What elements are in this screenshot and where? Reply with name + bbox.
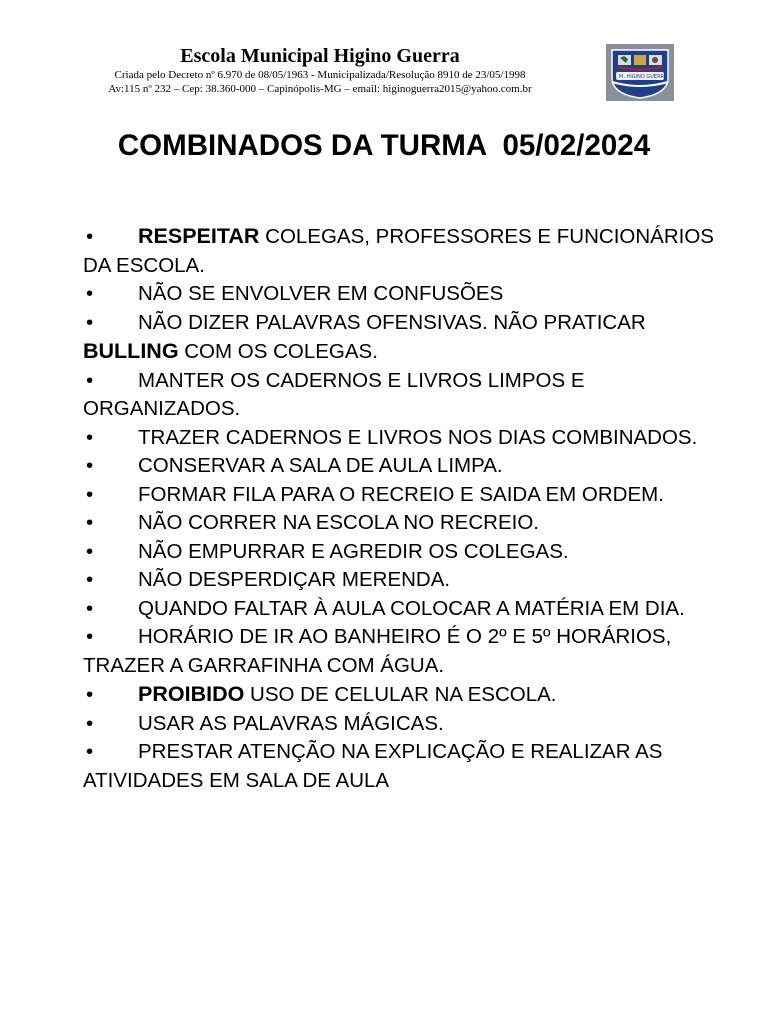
page-title	[0, 124, 768, 168]
rule-item	[83, 280, 733, 309]
rule-text: NÃO DESPERDIÇAR MERENDA.	[138, 568, 451, 591]
bullet-icon: •	[86, 310, 94, 334]
rule-emphasis: BULLING	[83, 339, 179, 363]
rule-item	[83, 680, 733, 710]
address-line: Av:115 nº 232 – Cep: 38.360-000 – Capinópolis-MG – email: higinoguerra2015@yahoo.com.br	[108, 83, 532, 95]
rule-item	[83, 509, 733, 538]
bullet-icon: •	[86, 425, 94, 449]
rule-text: FORMAR FILA PARA O RECREIO E SAIDA EM ORDEM.	[138, 482, 664, 506]
rule-text: TRAZER CADERNOS E LIVROS NOS DIAS COMBINADOS.	[138, 425, 698, 449]
rule-text: NÃO CORRER NA ESCOLA NO RECREIO.	[138, 511, 539, 534]
rule-text: QUANDO FALTAR À AULA COLOCAR A MATÉRIA EM DIA.	[138, 596, 685, 620]
rule-emphasis: PROIBIDO	[138, 682, 245, 706]
decree-line: Criada pelo Decreto nº 6.970 de 08/05/1963 - Municipalizada/Resolução 8910 de 23/05/1998	[114, 69, 526, 81]
rule-item	[83, 595, 733, 624]
rule-item	[83, 481, 733, 510]
bullet-icon: •	[86, 568, 94, 591]
bullet-icon: •	[86, 482, 94, 506]
bullet-icon: •	[86, 711, 94, 735]
rule-item	[83, 452, 733, 481]
rule-text: PRESTAR ATENÇÃO NA EXPLICAÇÃO E REALIZAR AS ATIVIDADES EM SALA DE AULA	[83, 740, 663, 792]
rule-text: COM OS COLEGAS.	[178, 340, 378, 363]
title-main: COMBINADOS DA TURMA	[117, 129, 487, 162]
rule-text: USO DE CELULAR NA ESCOLA.	[244, 683, 557, 706]
class-rules-list	[83, 222, 733, 795]
title-date: 05/02/2024	[502, 129, 651, 162]
school-name: Escola Municipal Higino Guerra	[180, 45, 460, 67]
bullet-icon: •	[86, 683, 94, 706]
bullet-icon: •	[86, 625, 94, 648]
rule-text: NÃO SE ENVOLVER EM CONFUSÕES	[138, 282, 504, 305]
rule-text: COLEGAS, PROFESSORES E FUNCIONÁRIOS DA ESCOLA.	[83, 225, 714, 277]
logo-lettering: E. M. HIGINO GUERRA	[612, 74, 668, 80]
rule-item	[83, 309, 733, 367]
school-logo	[606, 44, 674, 101]
rule-item	[83, 566, 733, 595]
rule-item	[83, 424, 733, 453]
rule-text: CONSERVAR A SALA DE AULA LIMPA.	[138, 454, 503, 477]
bullet-icon: •	[86, 368, 94, 392]
rule-item	[83, 710, 733, 739]
rule-item	[83, 738, 733, 795]
rule-text: NÃO EMPURRAR E AGREDIR OS COLEGAS.	[138, 539, 569, 563]
bullet-icon: •	[86, 511, 94, 534]
rule-item	[83, 623, 733, 680]
rule-text: NÃO DIZER PALAVRAS OFENSIVAS. NÃO PRATICAR	[138, 310, 646, 334]
bullet-icon: •	[86, 596, 94, 620]
bullet-icon: •	[86, 225, 94, 248]
rule-text: HORÁRIO DE IR AO BANHEIRO É O 2º E 5º HORÁRIOS, TRAZER A GARRAFINHA COM ÁGUA.	[83, 625, 672, 677]
bullet-icon: •	[86, 282, 94, 305]
rule-emphasis: RESPEITAR	[138, 224, 260, 248]
bullet-icon: •	[86, 740, 94, 763]
bullet-icon: •	[86, 539, 94, 563]
letterhead	[0, 44, 640, 96]
rule-text: USAR AS PALAVRAS MÁGICAS.	[138, 711, 444, 735]
rule-item	[83, 222, 733, 280]
rule-item	[83, 367, 733, 424]
rule-item	[83, 538, 733, 567]
rule-text: MANTER OS CADERNOS E LIVROS LIMPOS E ORGANIZADOS.	[83, 368, 585, 420]
bullet-icon: •	[86, 454, 94, 477]
